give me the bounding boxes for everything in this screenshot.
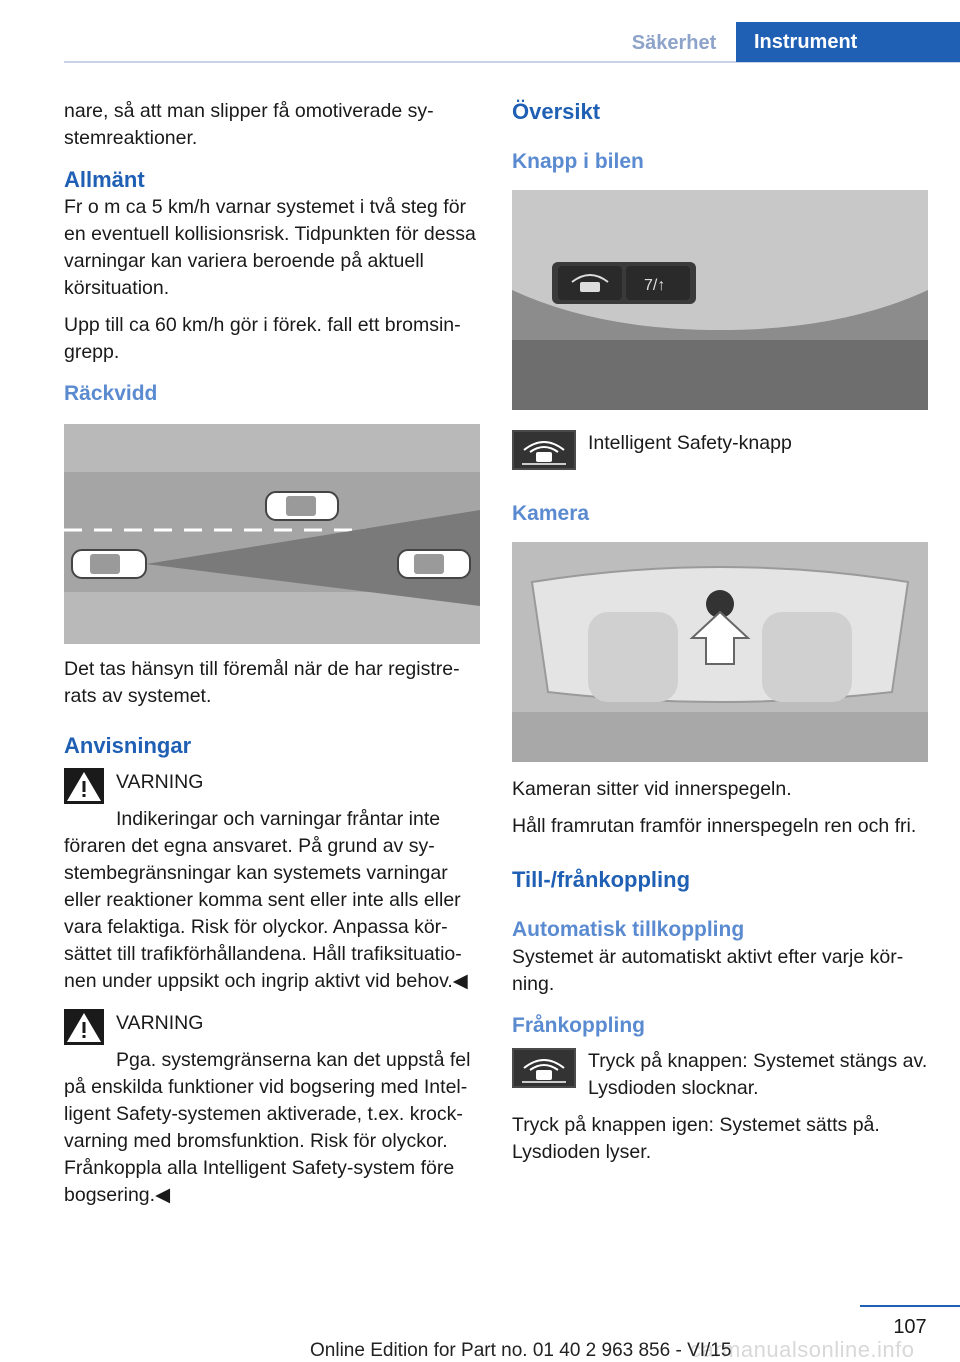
- page-number: 107: [893, 1316, 927, 1338]
- camera-paragraph-1: Kameran sitter vid innerspegeln.: [512, 778, 792, 800]
- heading-button: Knapp i bilen: [512, 150, 644, 173]
- warning-title-1: VARNING: [116, 771, 204, 793]
- auto-on-paragraph: Systemet är automatiskt aktivt efter varje körning.: [512, 946, 904, 995]
- right-column: [512, 98, 928, 1176]
- warning-text-2: Pga. systemgränserna kan det uppstå fel på enskilda funktioner vid bogsering med Intelligent Safety-systemen aktiverade, t.ex. krockvarning med bromsfunktion. Risk för olyckor. Frånkoppla alla Intelligent Safety-system före bogsering.◀: [64, 1049, 471, 1206]
- heading-general: Allmänt: [64, 167, 145, 192]
- button-label: Intelligent Safety-knapp: [588, 432, 792, 454]
- heading-camera: Kamera: [512, 502, 590, 525]
- range-illustration: [64, 424, 480, 644]
- warning-text-1: Indikeringar och varningar fråntar inte föraren det egna ansvaret. På grund av systembegränsningar kan systemets varningar eller reaktioner komma sent eller inte alls eller vara felaktiga. Risk för olyckor. Anpassa körsättet till trafikförhållandena. Håll trafiksituationen under uppsikt och ingrip aktivt vid behov.◀: [64, 808, 468, 992]
- button-photo: [512, 190, 928, 410]
- off-paragraph-2: Tryck på knappen igen: Systemet sätts på. Lysdioden lyser.: [512, 1114, 880, 1163]
- camera-paragraph-2: Håll framrutan framför innerspegeln ren och fri.: [512, 815, 917, 837]
- tab-safety[interactable]: Säkerhet: [631, 32, 717, 54]
- heading-on-off: Till-/frånkoppling: [512, 867, 691, 892]
- footer-rule: [860, 1305, 960, 1307]
- general-paragraph-1: Fr o m ca 5 km/h varnar systemet i två steg för en eventuell kollisionsrisk. Tidpunkten för dessa varningar kan variera beroende på aktuell körsituation.: [64, 196, 476, 299]
- heading-overview: Översikt: [512, 99, 601, 124]
- off-paragraph-1: Tryck på knappen: Systemet stängs av. Lysdioden slocknar.: [588, 1050, 928, 1099]
- general-paragraph-2: Upp till ca 60 km/h gör i förek. fall ett bromsingrepp.: [64, 314, 461, 363]
- heading-notes: Anvisningar: [64, 733, 192, 758]
- watermark-text: carmanualsonline.info: [690, 1337, 915, 1362]
- warning-title-2: VARNING: [116, 1012, 204, 1034]
- warning-triangle-icon: [64, 768, 104, 804]
- edition-text: Online Edition for Part no. 01 40 2 963 856 - VI/15: [310, 1340, 732, 1361]
- range-caption: Det tas hänsyn till föremål när de har registrerats av systemet.: [64, 658, 460, 707]
- svg-text:7/↑: 7/↑: [644, 277, 666, 294]
- warning-block-2: [64, 1009, 480, 1049]
- car-front-icon: [266, 492, 338, 520]
- car-rear-icon: [72, 550, 146, 578]
- heading-auto-on: Automatisk tillkoppling: [512, 918, 745, 941]
- heading-range: Räckvidd: [64, 382, 158, 405]
- intelligent-safety-button-icon: [512, 430, 576, 470]
- warning-block-1: [64, 768, 480, 808]
- tab-instrument[interactable]: Instrument: [736, 22, 960, 62]
- button-legend: [512, 430, 928, 474]
- heading-off: Frånkoppling: [512, 1014, 645, 1037]
- camera-photo: [512, 542, 928, 762]
- warning-triangle-icon: [64, 1009, 104, 1045]
- off-block: [512, 1048, 928, 1112]
- left-column: [64, 98, 480, 1219]
- intelligent-safety-button-icon: [512, 1048, 576, 1088]
- intro-text: nare, så att man slipper få omotiverade systemreaktioner.: [64, 100, 434, 149]
- car-right-icon: [398, 550, 470, 578]
